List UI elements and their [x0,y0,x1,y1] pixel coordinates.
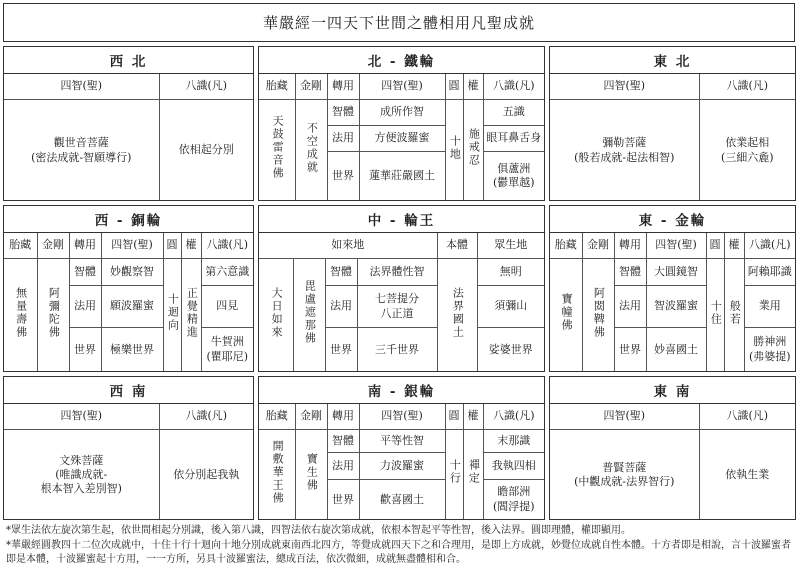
header-jingang: 金剛 [37,233,69,259]
header-taizang: 胎藏 [550,233,582,259]
panel-title: 西 南 [4,377,253,404]
panel-title: 東 北 [550,47,795,74]
panel-title: 西 - 銅輪 [4,206,253,233]
panel-title: 南 - 銀輪 [259,377,544,404]
footnote-2: *華嚴經圓教四十二位次成就中，十住十行十迴向十地分別成就東南西北四方，等覺成就四天下之和合理用，是即上方成就，妙覺位成就自性本體。十方者即是相說，言十波羅蜜者即是本體，十波羅蜜起十方用，一一方所，另具十波羅蜜法，總成百法，依次微細，成就無盡體相和合。 [6,539,791,565]
panel-title: 東 南 [550,377,795,404]
wisdom-cell: 成所作智 [359,100,445,126]
jingang-buddha: 寶生佛 [295,430,327,520]
zhiti-label: 智體 [327,430,359,453]
world-cell: 蓮華莊嚴國土 [359,152,445,201]
taizang-buddha: 寶幢佛 [550,259,582,372]
fayong-label: 法用 [69,286,101,328]
wisdom-cell: 願波羅蜜 [101,286,163,328]
panel-northwest [3,46,254,201]
consciousness-cell: 依執生業 [699,430,795,521]
continent-cell: 牛賀洲 (瞿耶尼) [201,328,253,372]
continent-cell: 俱蘆洲 (鬱單越) [483,152,544,201]
header-four-wisdoms: 四智(聖) [646,233,706,259]
taizang-buddha: 大日如來 [259,259,293,372]
consciousness-cell: 五識 [483,100,544,126]
taizang-buddha: 天鼓雷音佛 [259,100,295,201]
wisdom-cell: 智波羅蜜 [646,286,706,328]
header-four-wisdoms: 四智(聖) [550,74,699,100]
panel-title: 東 - 金輪 [550,206,795,233]
shijie-label: 世界 [69,328,101,372]
bodhisattva-cell: 觀世音菩薩 (密法成就-智願導行) [4,100,159,202]
header-four-wisdoms: 四智(聖) [359,74,445,100]
shijie-label: 世界 [327,480,359,520]
wisdom-cell: 大圓鏡智 [646,259,706,286]
header-four-wisdoms: 四智(聖) [101,233,163,259]
jingang-buddha: 毘盧遮那佛 [293,259,325,372]
header-zhuanyong: 轉用 [69,233,101,259]
panel-south [258,376,545,520]
header-taizang: 胎藏 [259,404,295,430]
header-jingang: 金剛 [295,74,327,100]
header-tathagata-ground: 如來地 [259,233,437,259]
beings-cell: 娑婆世界 [477,328,544,372]
wisdom-cell: 力波羅蜜 [359,453,445,480]
header-eight-consciousnesses: 八識(凡) [159,74,253,100]
bodhisattva-cell: 彌勒菩薩 (般若成就-起法相智) [550,100,699,202]
fayong-label: 法用 [614,286,646,328]
zhiti-label: 智體 [325,259,357,286]
header-yuan: 圓 [706,233,724,259]
zhiti-label: 智體 [327,100,359,126]
taizang-buddha: 無量壽佛 [4,259,37,372]
zhiti-label: 智體 [614,259,646,286]
panel-northeast [549,46,796,201]
consciousness-cell: 我執四相 [483,453,544,480]
beings-cell: 須彌山 [477,286,544,328]
yuan-cell: 十行 [445,430,463,520]
world-cell: 三千世界 [357,328,437,372]
header-zhuanyong: 轉用 [614,233,646,259]
consciousness-cell: 業用 [744,286,795,328]
beings-cell: 無明 [477,259,544,286]
world-cell: 妙喜國土 [646,328,706,372]
essence-cell: 法界國土 [437,259,477,372]
header-eight-consciousnesses: 八識(凡) [483,404,544,430]
header-yuan: 圓 [445,74,463,100]
panel-east [549,205,796,372]
header-quan: 權 [463,74,483,100]
jingang-buddha: 不空成就 [295,100,327,201]
world-cell: 歡喜國土 [359,480,445,520]
shijie-label: 世界 [327,152,359,201]
bodhisattva-cell: 普賢菩薩 (中觀成就-法界智行) [550,430,699,521]
header-quan: 權 [463,404,483,430]
header-eight-consciousnesses: 八識(凡) [483,74,544,100]
header-quan: 權 [181,233,201,259]
consciousness-cell: 四見 [201,286,253,328]
fayong-label: 法用 [327,453,359,480]
header-four-wisdoms: 四智(聖) [4,404,159,430]
header-yuan: 圓 [445,404,463,430]
header-jingang: 金剛 [582,233,614,259]
world-cell: 極樂世界 [101,328,163,372]
panel-title: 北 - 鐵輪 [259,47,544,74]
header-eight-consciousnesses: 八識(凡) [699,404,795,430]
header-essence: 本體 [437,233,477,259]
quan-cell: 般若 [724,259,744,372]
wisdom-cell: 七菩提分 八正道 [357,286,437,328]
header-four-wisdoms: 四智(聖) [550,404,699,430]
header-taizang: 胎藏 [4,233,37,259]
panel-southwest [3,376,254,520]
header-yuan: 圓 [163,233,181,259]
yuan-cell: 十迴向 [163,259,181,372]
footnote-1: *眾生法依左旋次第生起，依世間相起分別識，後入第八識，四智法依右旋次第成就，依根本智起平等性智，後入法界。圓即理體，權即顯用。 [6,525,631,536]
panel-center [258,205,545,372]
header-zhuanyong: 轉用 [327,74,359,100]
wisdom-cell: 妙觀察智 [101,259,163,286]
quan-cell: 施戒忍 [463,100,483,201]
wisdom-cell: 方便波羅蜜 [359,126,445,152]
zhiti-label: 智體 [69,259,101,286]
header-zhuanyong: 轉用 [327,404,359,430]
fayong-label: 法用 [325,286,357,328]
jingang-buddha: 阿閦鞞佛 [582,259,614,372]
panel-north [258,46,545,201]
consciousness-cell: 第六意識 [201,259,253,286]
header-jingang: 金剛 [295,404,327,430]
footnotes [6,524,796,568]
quan-cell: 正覺精進 [181,259,201,372]
header-eight-consciousnesses: 八識(凡) [201,233,253,259]
header-eight-consciousnesses: 八識(凡) [159,404,253,430]
quan-cell: 禪定 [463,430,483,520]
header-four-wisdoms: 四智(聖) [359,404,445,430]
yuan-cell: 十住 [706,259,724,372]
shijie-label: 世界 [614,328,646,372]
bodhisattva-cell: 文殊菩薩 (唯識成就- 根本智入差別智) [4,430,159,521]
header-quan: 權 [724,233,744,259]
header-eight-consciousnesses: 八識(凡) [699,74,795,100]
header-taizang: 胎藏 [259,74,295,100]
header-eight-consciousnesses: 八識(凡) [744,233,795,259]
consciousness-cell: 依業起相 (三細六麁) [699,100,795,202]
fayong-label: 法用 [327,126,359,152]
panel-west [3,205,254,372]
consciousness-cell: 依相起分別 [159,100,253,202]
consciousness-cell: 阿賴耶識 [744,259,795,286]
consciousness-cell: 眼耳鼻舌身 [483,126,544,152]
taizang-buddha: 開敷華王佛 [259,430,295,520]
jingang-buddha: 阿彌陀佛 [37,259,69,372]
panel-title: 中 - 輪王 [259,206,544,233]
wisdom-cell: 法界體性智 [357,259,437,286]
page-title: 華嚴經一四天下世間之體相用凡聖成就 [3,3,795,42]
shijie-label: 世界 [325,328,357,372]
header-beings-ground: 眾生地 [477,233,544,259]
consciousness-cell: 依分別起我執 [159,430,253,521]
header-four-wisdoms: 四智(聖) [4,74,159,100]
panel-southeast [549,376,796,520]
wisdom-cell: 平等性智 [359,430,445,453]
panel-title: 西 北 [4,47,253,74]
continent-cell: 瞻部洲 (閻浮提) [483,480,544,520]
yuan-cell: 十地 [445,100,463,201]
consciousness-cell: 末那識 [483,430,544,453]
continent-cell: 勝神洲 (弗婆提) [744,328,795,372]
